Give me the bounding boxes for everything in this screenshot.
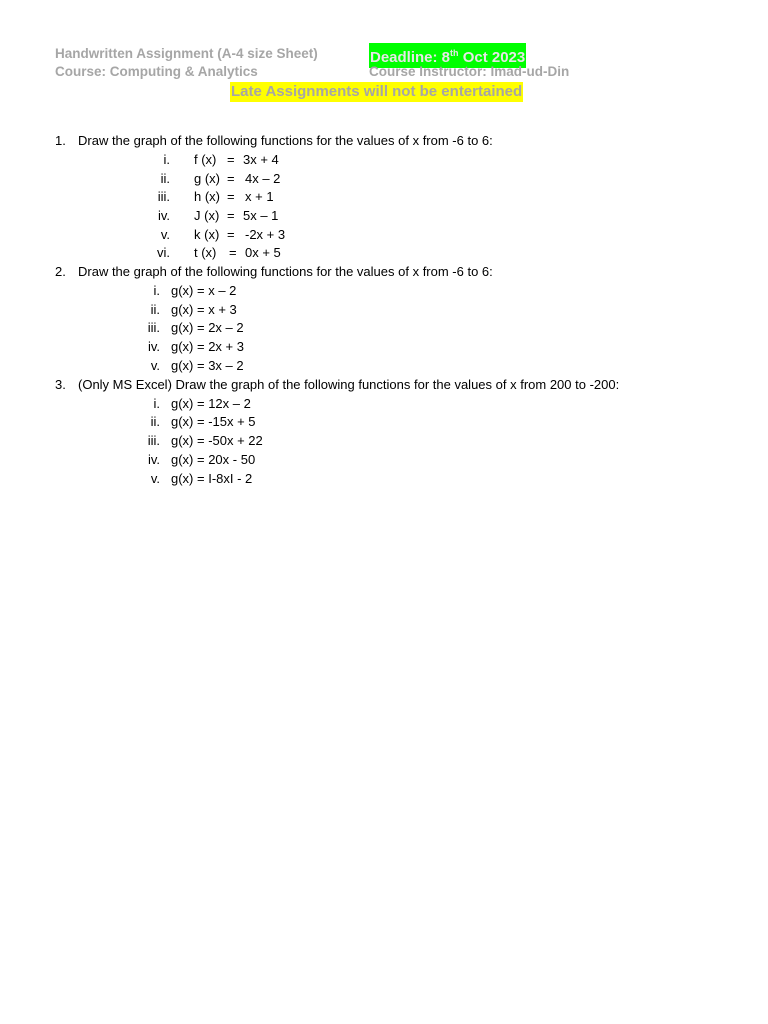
roman-numeral: iii.: [157, 189, 170, 204]
function-expression: g(x) = 2x – 2: [171, 320, 244, 335]
function-name: k (x): [194, 227, 220, 242]
roman-numeral: i.: [163, 152, 170, 167]
list-item: [0, 471, 768, 487]
roman-numeral: iii.: [147, 320, 160, 335]
list-item: [0, 358, 768, 374]
course-instructor: Course Instructor: Imad-ud-Din: [369, 64, 570, 79]
late-notice-banner: Late Assignments will not be entertained: [231, 83, 523, 100]
question-number: 2.: [55, 264, 66, 279]
question-2: [0, 264, 768, 280]
list-item: [0, 208, 768, 224]
equals-sign: =: [227, 189, 235, 204]
function-expression: g(x) = -15x + 5: [171, 414, 256, 429]
equals-sign: =: [227, 152, 235, 167]
list-item: [0, 339, 768, 355]
function-expression: x + 1: [245, 189, 274, 204]
roman-numeral: vi.: [157, 245, 170, 260]
roman-numeral: v.: [150, 471, 160, 486]
function-expression: 4x – 2: [245, 171, 281, 186]
function-expression: -2x + 3: [245, 227, 286, 242]
equals-sign: =: [229, 245, 237, 260]
function-expression: g(x) = I-8xI - 2: [171, 471, 253, 486]
question-text: Draw the graph of the following functions for the values of x from -6 to 6:: [78, 264, 493, 279]
list-item: [0, 283, 768, 299]
roman-numeral: iv.: [147, 339, 160, 354]
list-item: [0, 433, 768, 449]
roman-numeral: ii.: [150, 414, 160, 429]
roman-numeral: ii.: [160, 171, 170, 186]
deadline-prefix: Deadline: 8: [370, 49, 451, 66]
function-name: h (x): [194, 189, 220, 204]
question-1: [0, 133, 768, 149]
roman-numeral: iv.: [157, 208, 170, 223]
roman-numeral: i.: [153, 283, 160, 298]
function-expression: g(x) = x – 2: [171, 283, 237, 298]
question-3: [0, 377, 768, 393]
question-number: 1.: [55, 133, 66, 148]
list-item: [0, 189, 768, 205]
assignment-title: Handwritten Assignment (A-4 size Sheet): [55, 46, 318, 61]
function-expression: g(x) = x + 3: [171, 302, 237, 317]
equals-sign: =: [227, 171, 235, 186]
deadline-suffix: Oct 2023: [458, 49, 526, 66]
roman-numeral: iii.: [147, 433, 160, 448]
function-expression: g(x) = 2x + 3: [171, 339, 244, 354]
deadline-ordinal: th: [450, 48, 459, 58]
equals-sign: =: [227, 227, 235, 242]
list-item: [0, 414, 768, 430]
list-item: [0, 227, 768, 243]
list-item: [0, 152, 768, 168]
list-item: [0, 171, 768, 187]
list-item: [0, 320, 768, 336]
list-item: [0, 302, 768, 318]
roman-numeral: i.: [153, 396, 160, 411]
question-number: 3.: [55, 377, 66, 392]
roman-numeral: ii.: [150, 302, 160, 317]
function-expression: 0x + 5: [245, 245, 281, 260]
roman-numeral: v.: [150, 358, 160, 373]
list-item: [0, 452, 768, 468]
course-name: Course: Computing & Analytics: [55, 64, 258, 79]
function-expression: g(x) = 3x – 2: [171, 358, 244, 373]
roman-numeral: v.: [160, 227, 170, 242]
list-item: [0, 396, 768, 412]
function-expression: g(x) = -50x + 22: [171, 433, 263, 448]
function-expression: 5x – 1: [243, 208, 279, 223]
function-name: f (x): [194, 152, 217, 167]
function-name: t (x): [194, 245, 217, 260]
function-expression: 3x + 4: [243, 152, 279, 167]
function-expression: g(x) = 20x - 50: [171, 452, 256, 467]
function-name: g (x): [194, 171, 220, 186]
question-text: (Only MS Excel) Draw the graph of the following functions for the values of x from 200 to -200:: [78, 377, 620, 392]
function-expression: g(x) = 12x – 2: [171, 396, 251, 411]
list-item: [0, 245, 768, 261]
roman-numeral: iv.: [147, 452, 160, 467]
function-name: J (x): [194, 208, 220, 223]
question-text: Draw the graph of the following functions for the values of x from -6 to 6:: [78, 133, 493, 148]
equals-sign: =: [227, 208, 235, 223]
